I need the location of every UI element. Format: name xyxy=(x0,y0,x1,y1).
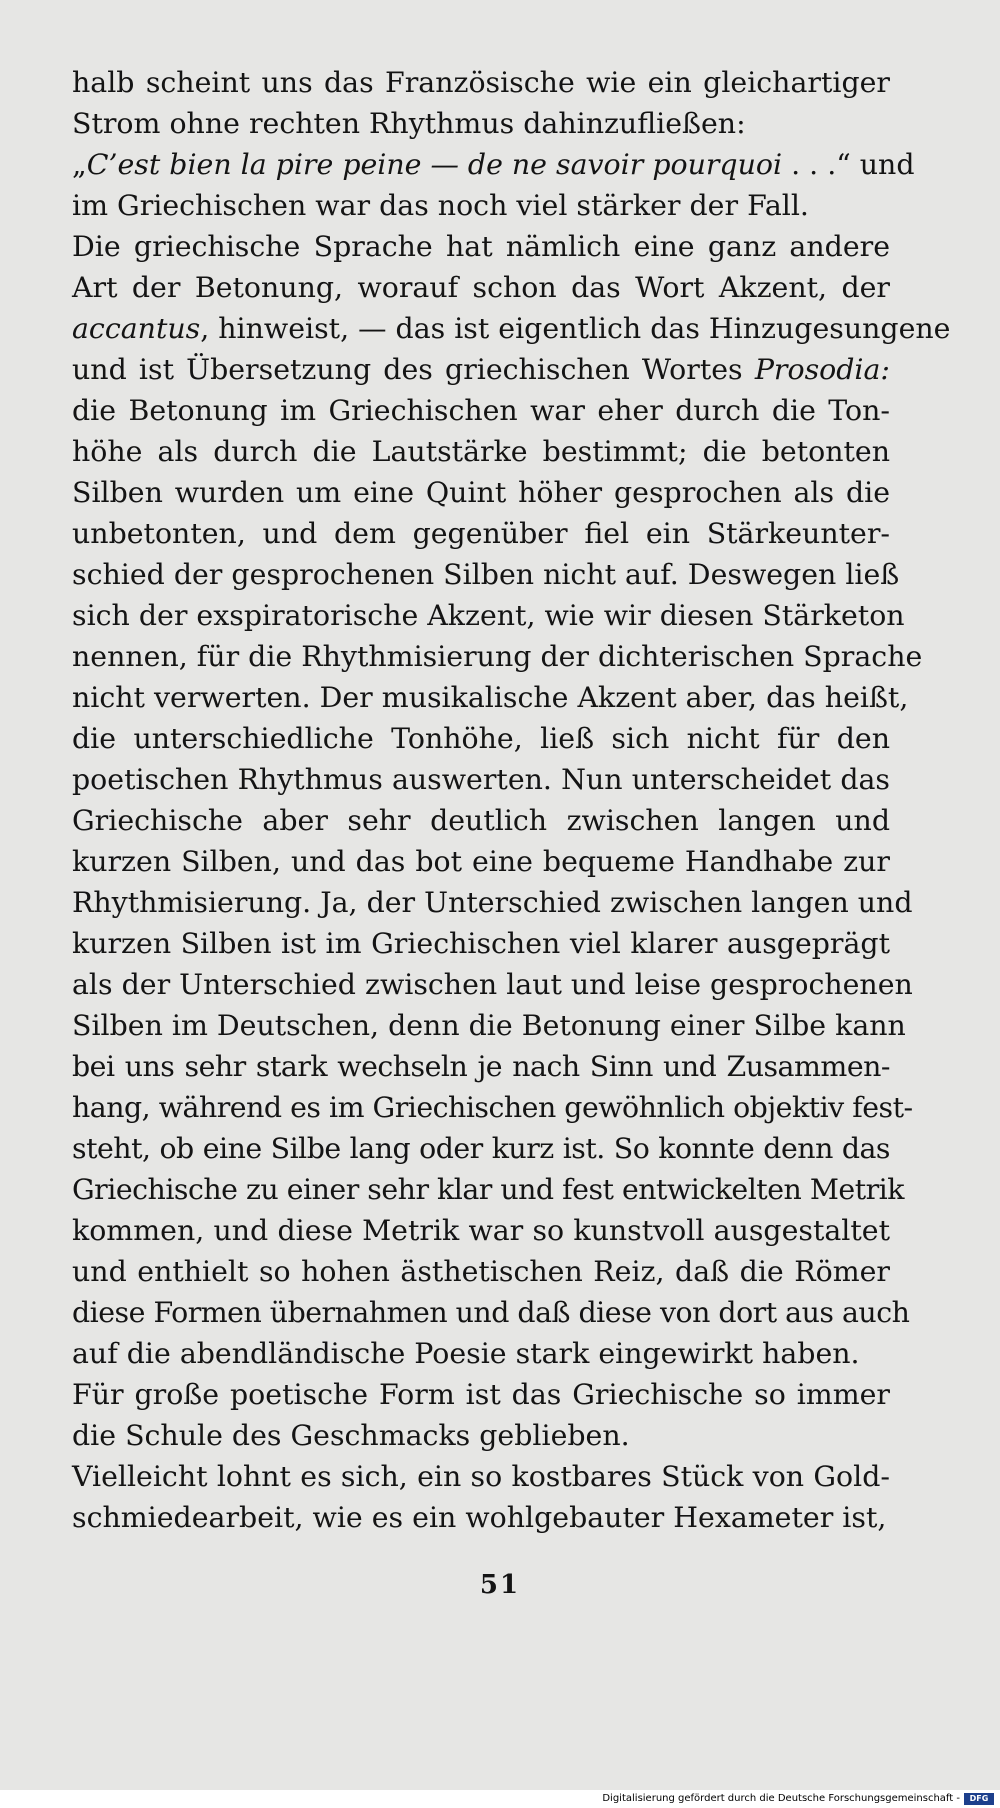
line-text: und enthielt so hohen ästhetischen Reiz, daß die Römer xyxy=(72,1255,890,1288)
line-text: schmiedearbeit, wie es ein wohlgebauter Hexameter ist, xyxy=(72,1501,887,1534)
line-text: Für große poetische Form ist das Griechische so immer xyxy=(72,1378,890,1411)
line-text: sich der exspiratorische Akzent, wie wir diesen Stärketon xyxy=(72,599,905,632)
line-text: kommen, und diese Metrik war so kunstvoll ausgestaltet xyxy=(72,1214,890,1247)
text-line xyxy=(72,1210,890,1251)
text-line xyxy=(72,964,913,1005)
line-text: Rhythmisierung. Ja, der Unterschied zwischen langen und xyxy=(72,886,913,919)
text-line xyxy=(72,800,890,841)
text-line xyxy=(72,103,890,144)
line-text: nicht verwerten. Der musikalische Akzent aber, das heißt, xyxy=(72,681,909,714)
text-line xyxy=(72,513,890,554)
text-line xyxy=(72,718,890,759)
text-line xyxy=(72,472,890,513)
line-text: im Griechischen war das noch viel stärker der Fall. xyxy=(72,189,809,222)
text-line xyxy=(72,759,890,800)
text-line xyxy=(72,1456,890,1497)
footer-credit: Digitalisierung gefördert durch die Deutsche Forschungsgemeinschaft - xyxy=(602,1793,960,1804)
text-line xyxy=(72,390,890,431)
text-line xyxy=(72,1497,890,1538)
text-line xyxy=(72,185,890,226)
line-text: und ist Übersetzung des griechischen Wortes xyxy=(72,353,755,386)
text-line xyxy=(72,431,890,472)
line-text: nennen, für die Rhythmisierung der dichterischen Sprache xyxy=(72,640,923,673)
line-text: die unterschiedliche Tonhöhe, ließ sich nicht für den xyxy=(72,722,890,755)
text-line xyxy=(72,636,923,677)
text-line xyxy=(72,226,890,267)
line-text-tail: . . .“ und xyxy=(782,148,915,181)
line-text: auf die abendländische Poesie stark eingewirkt haben. xyxy=(72,1337,860,1370)
line-text: steht, ob eine Silbe lang oder kurz ist. So konnte denn das xyxy=(72,1132,890,1165)
line-text: als der Unterschied zwischen laut und leise gesprochenen xyxy=(72,968,913,1001)
text-line xyxy=(72,882,913,923)
text-line xyxy=(72,677,909,718)
text-line xyxy=(72,595,905,636)
line-text: schied der gesprochenen Silben nicht auf. Deswegen ließ xyxy=(72,558,900,591)
line-text: Silben wurden um eine Quint höher gesprochen als die xyxy=(72,476,890,509)
text-line xyxy=(72,62,890,103)
line-text: unbetonten, und dem gegenüber fiel ein Stärkeunter- xyxy=(72,517,890,550)
text-line xyxy=(72,267,890,308)
text-line xyxy=(72,1005,906,1046)
line-text: Art der Betonung, worauf schon das Wort Akzent, der xyxy=(72,271,890,304)
line-text-tail: , hinweist, — das ist eigentlich das Hinzugesungene xyxy=(200,312,951,345)
line-text: Griechische zu einer sehr klar und fest entwickelten Metrik xyxy=(72,1173,904,1206)
line-italic-text: Prosodia: xyxy=(754,353,890,386)
line-text: „ xyxy=(72,148,87,181)
line-text: hang, während es im Griechischen gewöhnlich objektiv fest- xyxy=(72,1091,913,1124)
line-text: poetischen Rhythmus auswerten. Nun unterscheidet das xyxy=(72,763,890,796)
line-text: Griechische aber sehr deutlich zwischen langen und xyxy=(72,804,890,837)
text-line xyxy=(72,1251,890,1292)
line-text: Strom ohne rechten Rhythmus dahinzufließen: xyxy=(72,107,746,140)
line-text: bei uns sehr stark wechseln je nach Sinn und Zusammen- xyxy=(72,1050,890,1083)
dfg-logo: DFG xyxy=(964,1793,994,1805)
line-text: kurzen Silben ist im Griechischen viel klarer ausgeprägt xyxy=(72,927,890,960)
line-text: kurzen Silben, und das bot eine bequeme Handhabe zur xyxy=(72,845,890,878)
text-line xyxy=(72,349,890,390)
line-text: halb scheint uns das Französische wie ein gleichartiger xyxy=(72,66,890,99)
line-text: die Betonung im Griechischen war eher durch die Ton- xyxy=(72,394,890,427)
footer-bar xyxy=(0,1790,1000,1808)
body-text xyxy=(72,62,951,1538)
text-line xyxy=(72,841,890,882)
text-line xyxy=(72,1169,904,1210)
text-line xyxy=(72,1046,890,1087)
line-text: Die griechische Sprache hat nämlich eine ganz andere xyxy=(72,230,890,263)
line-text: die Schule des Geschmacks geblieben. xyxy=(72,1419,630,1452)
text-line xyxy=(72,923,890,964)
text-line xyxy=(72,1415,890,1456)
line-text: Silben im Deutschen, denn die Betonung einer Silbe kann xyxy=(72,1009,906,1042)
text-line xyxy=(72,308,951,349)
text-line xyxy=(72,1292,910,1333)
line-italic-text: C’est bien la pire peine — de ne savoir pourquoi xyxy=(86,148,783,181)
line-text: höhe als durch die Lautstärke bestimmt; die betonten xyxy=(72,435,890,468)
text-line xyxy=(72,1333,890,1374)
line-text: diese Formen übernahmen und daß diese von dort aus auch xyxy=(72,1296,910,1329)
text-line xyxy=(72,1087,913,1128)
line-text: Vielleicht lohnt es sich, ein so kostbares Stück von Gold- xyxy=(72,1460,890,1493)
page-number: 51 xyxy=(479,1570,521,1600)
text-line xyxy=(72,1128,890,1169)
text-line xyxy=(72,554,900,595)
text-line xyxy=(72,144,915,185)
line-italic-text: accantus xyxy=(72,312,201,345)
text-line xyxy=(72,1374,890,1415)
